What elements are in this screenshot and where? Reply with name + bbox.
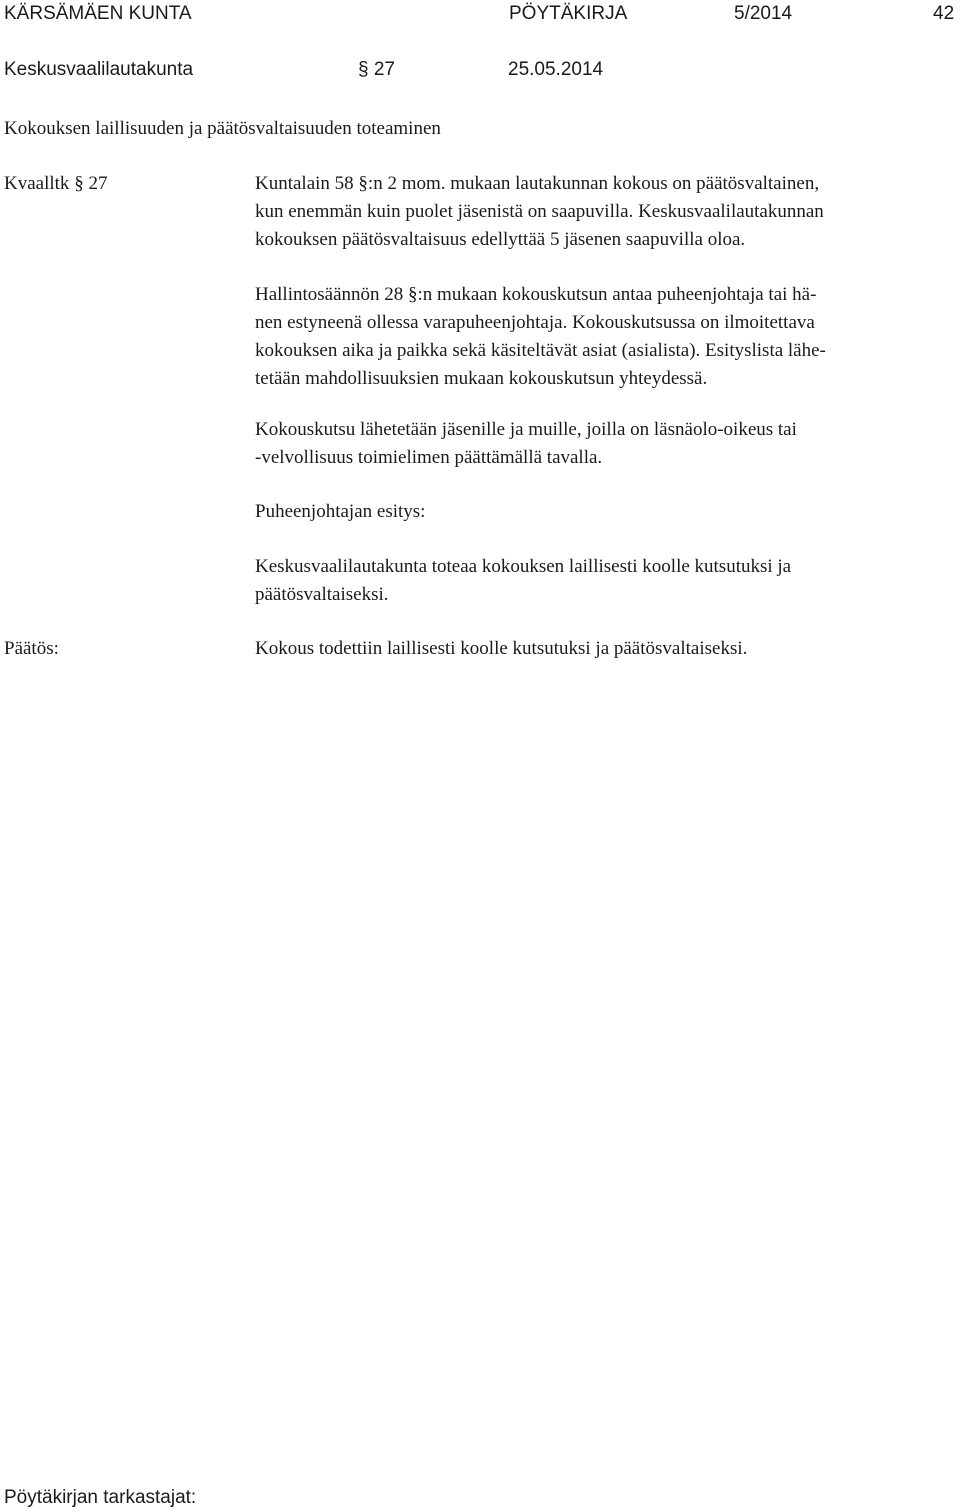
section-reference <box>4 170 107 198</box>
decision-text: Kokous todettiin laillisesti koolle kutsutuksi ja päätösvaltaiseksi. <box>255 638 748 659</box>
page-number: 42 <box>933 3 955 24</box>
section-ref-number: § 27 <box>74 173 108 194</box>
municipality-name: KÄRSÄMÄEN KUNTA <box>4 3 192 24</box>
text-line: Hallintosäännön 28 §:n mukaan kokouskutsun antaa puheenjohtaja tai hä- <box>255 284 817 305</box>
section-title: Kokouksen laillisuuden ja päätösvaltaisuuden toteaminen <box>4 118 441 139</box>
section-number: § 27 <box>358 59 395 80</box>
text-line: Kuntalain 58 §:n 2 mom. mukaan lautakunnan kokous on päätösvaltainen, <box>255 173 820 194</box>
committee-name: Keskusvaalilautakunta <box>4 59 194 80</box>
text-line: Keskusvaalilautakunta toteaa kokouksen laillisesti koolle kutsutuksi ja <box>255 556 792 577</box>
text-line: päätösvaltaiseksi. <box>255 584 389 605</box>
proposal-label: Puheenjohtajan esitys: <box>255 501 426 522</box>
text-line: kun enemmän kuin puolet jäsenistä on saapuvilla. Keskusvaalilautakunnan <box>255 201 824 222</box>
text-line: tetään mahdollisuuksien mukaan kokouskutsun yhteydessä. <box>255 368 708 389</box>
text-line: nen estyneenä ollessa varapuheenjohtaja. Kokouskutsussa on ilmoitettava <box>255 312 815 333</box>
document-type: PÖYTÄKIRJA <box>509 3 628 24</box>
paragraph-recipients <box>255 416 955 472</box>
text-line: Kokouskutsu lähetetään jäsenille ja muille, joilla on läsnäolo-oikeus tai <box>255 419 797 440</box>
text-line: kokouksen aika ja paikka sekä käsiteltävät asiat (asialista). Esityslista lähe- <box>255 340 826 361</box>
section-ref-label: Kvaalltk <box>4 173 70 194</box>
document-number: 5/2014 <box>734 3 793 24</box>
paragraph-invitation <box>255 281 955 393</box>
text-line: -velvollisuus toimielimen päättämällä tavalla. <box>255 447 603 468</box>
reviewers-label: Pöytäkirjan tarkastajat: <box>4 1487 197 1508</box>
meeting-date: 25.05.2014 <box>508 59 604 80</box>
text-line: kokouksen päätösvaltaisuus edellyttää 5 jäsenen saapuvilla oloa. <box>255 229 746 250</box>
decision-label: Päätös: <box>4 638 59 659</box>
paragraph-quorum <box>255 170 955 254</box>
proposal-text <box>255 553 955 609</box>
